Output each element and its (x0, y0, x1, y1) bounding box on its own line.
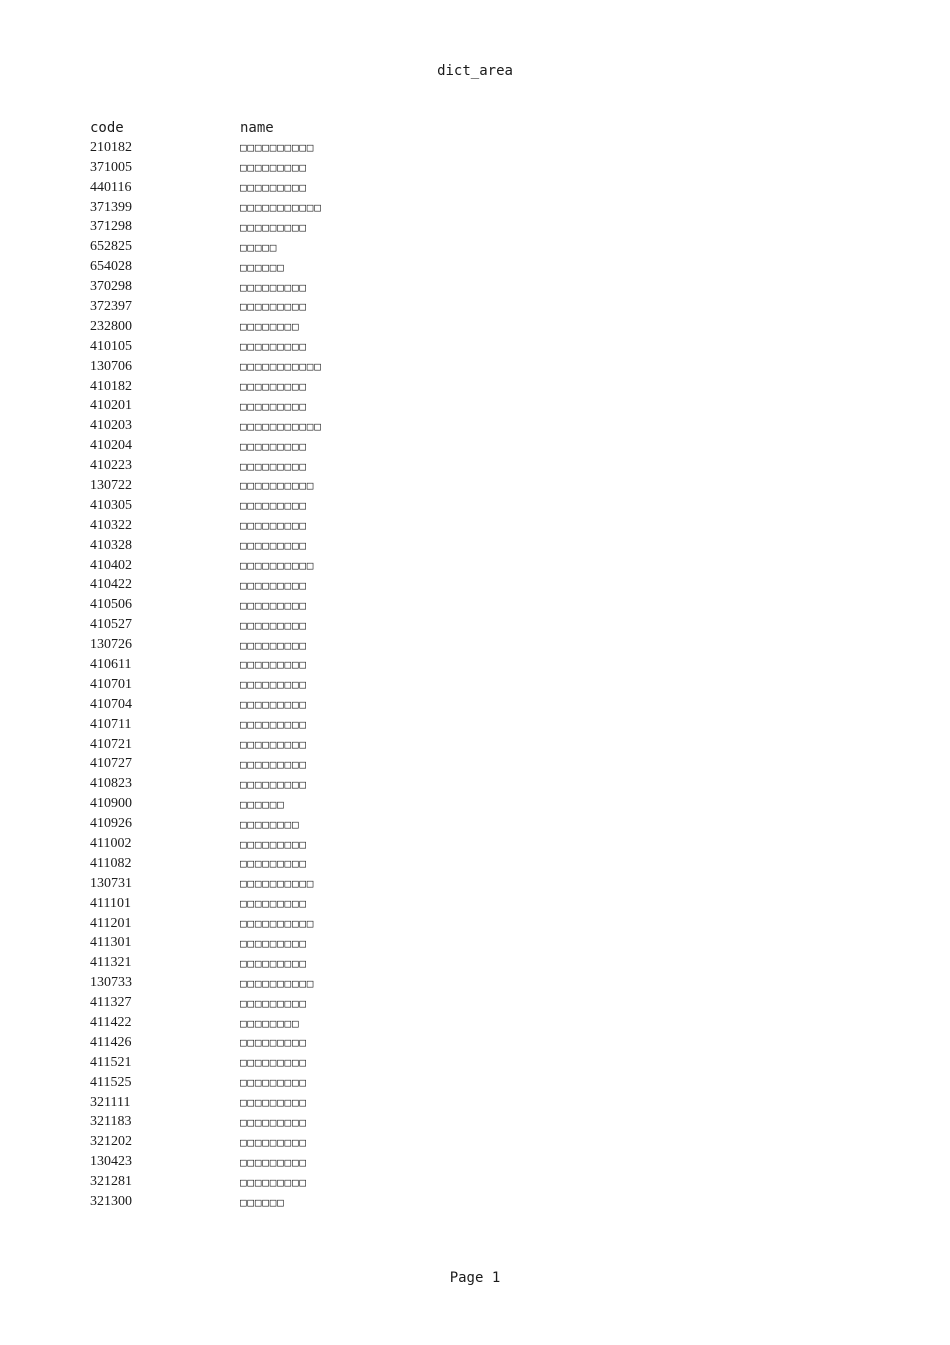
table-row (90, 357, 490, 377)
cell-name: □□□□□□□□□ (240, 399, 307, 413)
table-row (90, 536, 490, 556)
cell-code: 411082 (90, 855, 132, 871)
cell-name: □□□□□□□□□ (240, 300, 307, 314)
table-row (90, 556, 490, 576)
table-row (90, 735, 490, 755)
column-header-name: name (240, 119, 274, 136)
cell-name: □□□□□□□□□□□ (240, 360, 322, 374)
table-row (90, 1192, 490, 1212)
table-row (90, 575, 490, 595)
cell-name: □□□□□□□□□ (240, 340, 307, 354)
cell-code: 321202 (90, 1134, 132, 1150)
cell-code: 410926 (90, 816, 132, 832)
cell-name: □□□□□□□□□ (240, 1155, 307, 1169)
cell-code: 410223 (90, 458, 132, 474)
column-header-code: code (90, 119, 124, 136)
cell-code: 130706 (90, 358, 132, 374)
cell-name: □□□□□□□□ (240, 1016, 300, 1030)
cell-code: 130726 (90, 637, 132, 653)
table-row (90, 715, 490, 735)
table-row (90, 217, 490, 237)
cell-code: 410900 (90, 796, 132, 812)
cell-name: □□□□□□□□□ (240, 439, 307, 453)
table-row (90, 277, 490, 297)
cell-code: 372397 (90, 298, 132, 314)
cell-name: □□□□□□ (240, 1195, 285, 1209)
cell-name: □□□□□□□□□ (240, 1076, 307, 1090)
table-row (90, 496, 490, 516)
cell-name: □□□□□□□□□ (240, 1096, 307, 1110)
cell-name: □□□□□□□□□ (240, 757, 307, 771)
cell-name: □□□□□□□□□□□ (240, 419, 322, 433)
table-row (90, 317, 490, 337)
cell-code: 652825 (90, 239, 132, 255)
cell-name: □□□□□□□□□ (240, 658, 307, 672)
cell-name: □□□□□□□□□ (240, 618, 307, 632)
cell-name: □□□□□□□□□□ (240, 976, 315, 990)
table-row (90, 138, 490, 158)
table-row (90, 914, 490, 934)
table-row (90, 615, 490, 635)
cell-code: 370298 (90, 279, 132, 295)
cell-code: 410322 (90, 517, 132, 533)
table-row (90, 377, 490, 397)
cell-code: 411101 (90, 895, 131, 911)
table-row (90, 973, 490, 993)
table-row (90, 755, 490, 775)
cell-code: 411422 (90, 1015, 132, 1031)
table-row (90, 1113, 490, 1133)
data-table (90, 118, 490, 1212)
cell-code: 411327 (90, 995, 132, 1011)
table-row (90, 436, 490, 456)
cell-name: □□□□□□□□□ (240, 897, 307, 911)
cell-name: □□□□□□□□ (240, 817, 300, 831)
table-row (90, 635, 490, 655)
cell-name: □□□□□□□□□ (240, 837, 307, 851)
cell-code: 410823 (90, 776, 132, 792)
cell-name: □□□□□□□□□ (240, 459, 307, 473)
cell-name: □□□□□□ (240, 797, 285, 811)
cell-name: □□□□□□□□□ (240, 698, 307, 712)
cell-code: 410727 (90, 756, 132, 772)
cell-name: □□□□□□□□□□ (240, 141, 315, 155)
cell-code: 410701 (90, 676, 132, 692)
table-row (90, 198, 490, 218)
cell-code: 130731 (90, 875, 132, 891)
cell-code: 130733 (90, 975, 132, 991)
cell-name: □□□□□□□□□ (240, 996, 307, 1010)
cell-code: 410182 (90, 378, 132, 394)
table-row (90, 1172, 490, 1192)
cell-name: □□□□□□□□□□□ (240, 201, 322, 214)
cell-code: 130722 (90, 477, 132, 493)
table-row (90, 297, 490, 317)
cell-code: 411525 (90, 1074, 132, 1090)
cell-code: 410328 (90, 537, 132, 553)
cell-code: 410305 (90, 497, 132, 513)
cell-code: 654028 (90, 259, 132, 275)
table-row (90, 993, 490, 1013)
cell-name: □□□□□□□□□ (240, 220, 307, 234)
table-row (90, 476, 490, 496)
cell-name: □□□□□□□□□ (240, 718, 307, 732)
table-row (90, 516, 490, 536)
cell-code: 321111 (90, 1094, 131, 1110)
cell-name: □□□□□□□□□ (240, 539, 307, 553)
table-header-row (90, 118, 490, 138)
table-row (90, 1013, 490, 1033)
table-row (90, 934, 490, 954)
cell-name: □□□□□□□□□ (240, 738, 307, 752)
cell-name: □□□□□□□□□□ (240, 479, 315, 493)
page-number: Page 1 (449, 1270, 501, 1286)
table-row (90, 874, 490, 894)
cell-code: 210182 (90, 139, 132, 155)
cell-code: 411321 (90, 955, 132, 971)
table-row (90, 655, 490, 675)
table-row (90, 1152, 490, 1172)
table-row (90, 257, 490, 277)
cell-code: 411002 (90, 836, 132, 851)
cell-name: □□□□□□ (240, 260, 285, 274)
cell-name: □□□□□□□□□ (240, 578, 307, 592)
cell-name: □□□□□□□□□ (240, 638, 307, 652)
cell-code: 410527 (90, 617, 132, 633)
cell-name: □□□□□□□□□□ (240, 559, 315, 573)
cell-code: 371005 (90, 159, 132, 175)
cell-code: 410422 (90, 577, 132, 593)
cell-name: □□□□□□□□□ (240, 280, 307, 294)
cell-name: □□□□□□□□ (240, 320, 300, 334)
cell-code: 411301 (90, 935, 132, 951)
table-row (90, 456, 490, 476)
cell-name: □□□□□□□□□ (240, 499, 307, 513)
cell-code: 410506 (90, 597, 132, 613)
cell-code: 410105 (90, 338, 132, 354)
cell-name: □□□□□□□□□ (240, 161, 307, 175)
table-row (90, 1073, 490, 1093)
table-row (90, 1132, 490, 1152)
cell-code: 411426 (90, 1034, 132, 1050)
cell-code: 411521 (90, 1054, 132, 1070)
table-row (90, 237, 490, 257)
cell-code: 411201 (90, 915, 132, 931)
cell-code: 321281 (90, 1174, 132, 1190)
table-row (90, 854, 490, 874)
cell-name: □□□□□□□□□ (240, 678, 307, 692)
cell-name: □□□□□□□□□ (240, 777, 307, 791)
table-row (90, 953, 490, 973)
table-row (90, 794, 490, 814)
cell-code: 410721 (90, 736, 132, 752)
cell-name: □□□□□□□□□ (240, 956, 307, 970)
table-row (90, 894, 490, 914)
table-row (90, 158, 490, 178)
cell-name: □□□□□□□□□□ (240, 917, 315, 931)
cell-name: □□□□□□□□□ (240, 1135, 307, 1149)
cell-code: 410711 (90, 716, 132, 732)
table-row (90, 695, 490, 715)
cell-name: □□□□□□□□□ (240, 1175, 307, 1189)
cell-code: 232800 (90, 318, 132, 334)
table-row (90, 178, 490, 198)
table-body (90, 138, 490, 1212)
cell-name: □□□□□ (240, 240, 278, 254)
cell-code: 410402 (90, 557, 132, 573)
table-row (90, 675, 490, 695)
cell-code: 130423 (90, 1154, 132, 1170)
table-row (90, 1093, 490, 1113)
cell-code: 410201 (90, 398, 132, 414)
cell-name: □□□□□□□□□ (240, 1115, 307, 1129)
page-title: dict_area (437, 63, 513, 79)
cell-code: 321300 (90, 1194, 132, 1210)
table-row (90, 814, 490, 834)
cell-name: □□□□□□□□□ (240, 519, 307, 533)
cell-code: 440116 (90, 179, 132, 195)
cell-code: 321183 (90, 1114, 132, 1130)
cell-code: 371298 (90, 219, 132, 235)
table-row (90, 1033, 490, 1053)
cell-code: 410704 (90, 696, 132, 712)
cell-name: □□□□□□□□□ (240, 857, 307, 871)
table-row (90, 834, 490, 854)
table-row (90, 595, 490, 615)
table-row (90, 396, 490, 416)
cell-code: 371399 (90, 199, 132, 215)
table-row (90, 337, 490, 357)
cell-name: □□□□□□□□□ (240, 598, 307, 612)
table-row (90, 774, 490, 794)
cell-name: □□□□□□□□□□ (240, 877, 315, 891)
cell-name: □□□□□□□□□ (240, 936, 307, 950)
cell-name: □□□□□□□□□ (240, 181, 307, 195)
cell-code: 410204 (90, 438, 132, 454)
table-row (90, 416, 490, 436)
table-row (90, 1053, 490, 1073)
cell-name: □□□□□□□□□ (240, 380, 307, 394)
cell-code: 410203 (90, 418, 132, 434)
cell-name: □□□□□□□□□ (240, 1056, 307, 1070)
cell-code: 410611 (90, 656, 132, 672)
cell-name: □□□□□□□□□ (240, 1036, 307, 1050)
